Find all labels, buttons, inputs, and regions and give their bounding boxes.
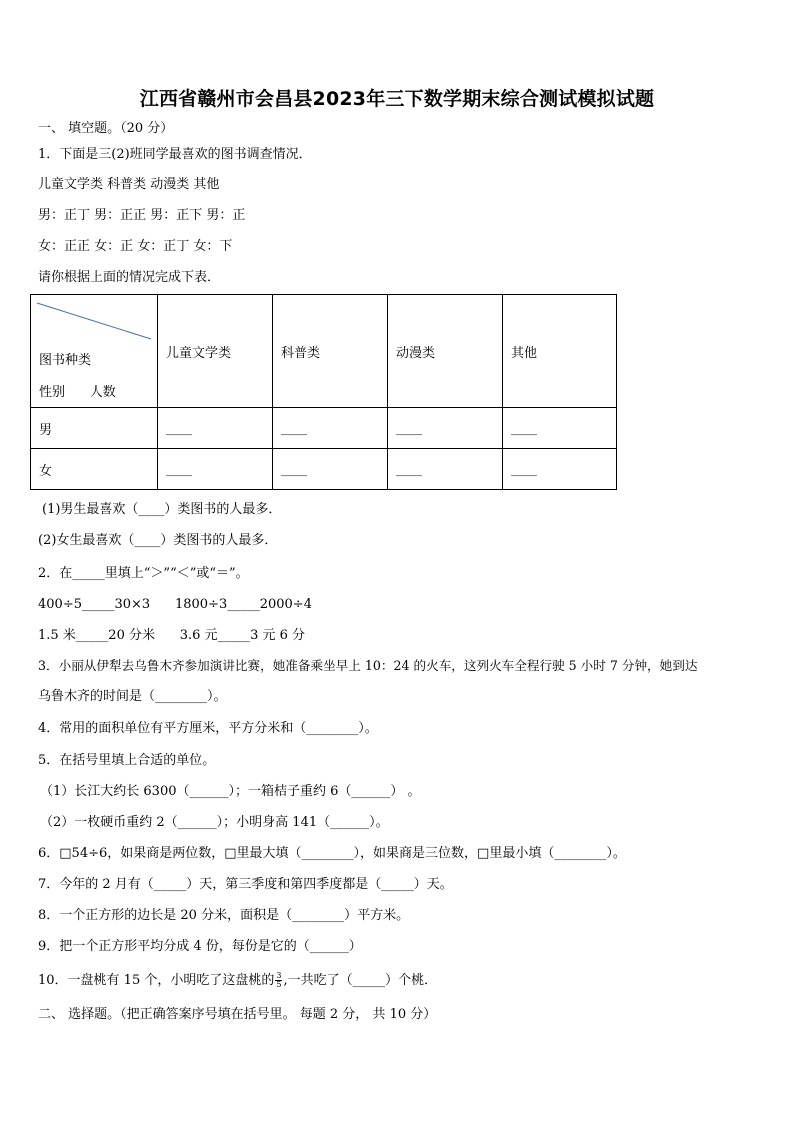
blank-cell[interactable]: ____ [158, 449, 273, 490]
fraction-numerator: 3 [276, 971, 282, 980]
q5-line2: （2）一枚硬币重约 2（______）；小明身高 141（______）。 [40, 815, 389, 830]
page-title: 江西省赣州市会昌县2023年三下数学期末综合测试模拟试题 [139, 88, 655, 110]
q1-categories: 儿童文学类 科普类 动漫类 其他 [38, 177, 220, 192]
fraction-denominator: 5 [276, 980, 282, 989]
q10-before: 10．一盘桃有 15 个，小明吃了这盘桃的 [38, 973, 275, 988]
header-cell: 儿童文学类 [158, 295, 273, 408]
row-label-male: 男 [31, 408, 158, 449]
row-label-female: 女 [31, 449, 158, 490]
blank-cell[interactable]: ____ [503, 408, 617, 449]
blank-cell[interactable]: ____ [388, 408, 503, 449]
blank-cell[interactable]: ____ [503, 449, 617, 490]
q1-boys-tally: 男：正丁 男：正正 男：正下 男：正 [38, 208, 246, 223]
q9-text: 9．把一个正方形平均分成 4 份，每份是它的（______） [38, 939, 362, 954]
section-1-heading: 一、 填空题。（20 分） [38, 121, 174, 136]
q1-sub1: (1)男生最喜欢（____）类图书的人最多． [42, 502, 282, 517]
diagonal-header-cell [31, 295, 158, 408]
blank-cell[interactable]: ____ [273, 408, 388, 449]
header-cell: 科普类 [273, 295, 388, 408]
header-cell: 动漫类 [388, 295, 503, 408]
header-cell: 其他 [503, 295, 617, 408]
q1-girls-tally: 女：正正 女：正 女：正丁 女：下 [38, 239, 233, 254]
q2-line1: 400÷5_____30×3 1800÷3_____2000÷4 [38, 597, 312, 612]
blank-cell[interactable]: ____ [388, 449, 503, 490]
q1-sub2: (2)女生最喜欢（____）类图书的人最多． [38, 533, 278, 548]
q2-text: 2．在_____里填上“＞”“＜”或“＝”。 [38, 566, 249, 581]
diag-label-gender-count: 性别 人数 [39, 385, 116, 400]
survey-table [30, 294, 617, 490]
q5-line1: （1）长江大约长 6300（______）；一箱桔子重约 6（______） 。 [40, 784, 421, 799]
q10-after: ,一共吃了（_____）个桃． [283, 973, 438, 988]
q1-instruction: 请你根据上面的情况完成下表． [38, 270, 221, 285]
q10-text [38, 972, 437, 990]
q1-intro: 1．下面是三(2)班同学最喜欢的图书调查情况． [38, 147, 312, 162]
blank-cell[interactable]: ____ [273, 449, 388, 490]
q6-text: 6．□54÷6，如果商是两位数，□里最大填（________），如果商是三位数，□里最小填（________）。 [38, 846, 626, 861]
q7-text: 7．今年的 2 月有（_____）天，第三季度和第四季度都是（_____）天。 [38, 877, 453, 892]
diag-label-category: 图书种类 [39, 353, 92, 368]
q3-line2: 乌鲁木齐的时间是（________）。 [38, 689, 227, 704]
fraction-three-fifths [275, 972, 282, 989]
q4-text: 4．常用的面积单位有平方厘米，平方分米和（________）。 [38, 721, 378, 736]
q3-line1: 3．小丽从伊犁去乌鲁木齐参加演讲比赛，她准备乘坐早上 10：24 的火车，这列火车全程行驶 5 小时 7 分钟，她到达 [38, 658, 698, 673]
section-2-heading: 二、 选择题。（把正确答案序号填在括号里。 每题 2 分， 共 10 分） [38, 1007, 437, 1022]
q2-line2: 1.5 米_____20 分米 3.6 元_____3 元 6 分 [38, 628, 306, 643]
q5-intro: 5．在括号里填上合适的单位。 [38, 753, 216, 768]
q8-text: 8．一个正方形的边长是 20 分米，面积是（________）平方米。 [38, 908, 410, 923]
blank-cell[interactable]: ____ [158, 408, 273, 449]
